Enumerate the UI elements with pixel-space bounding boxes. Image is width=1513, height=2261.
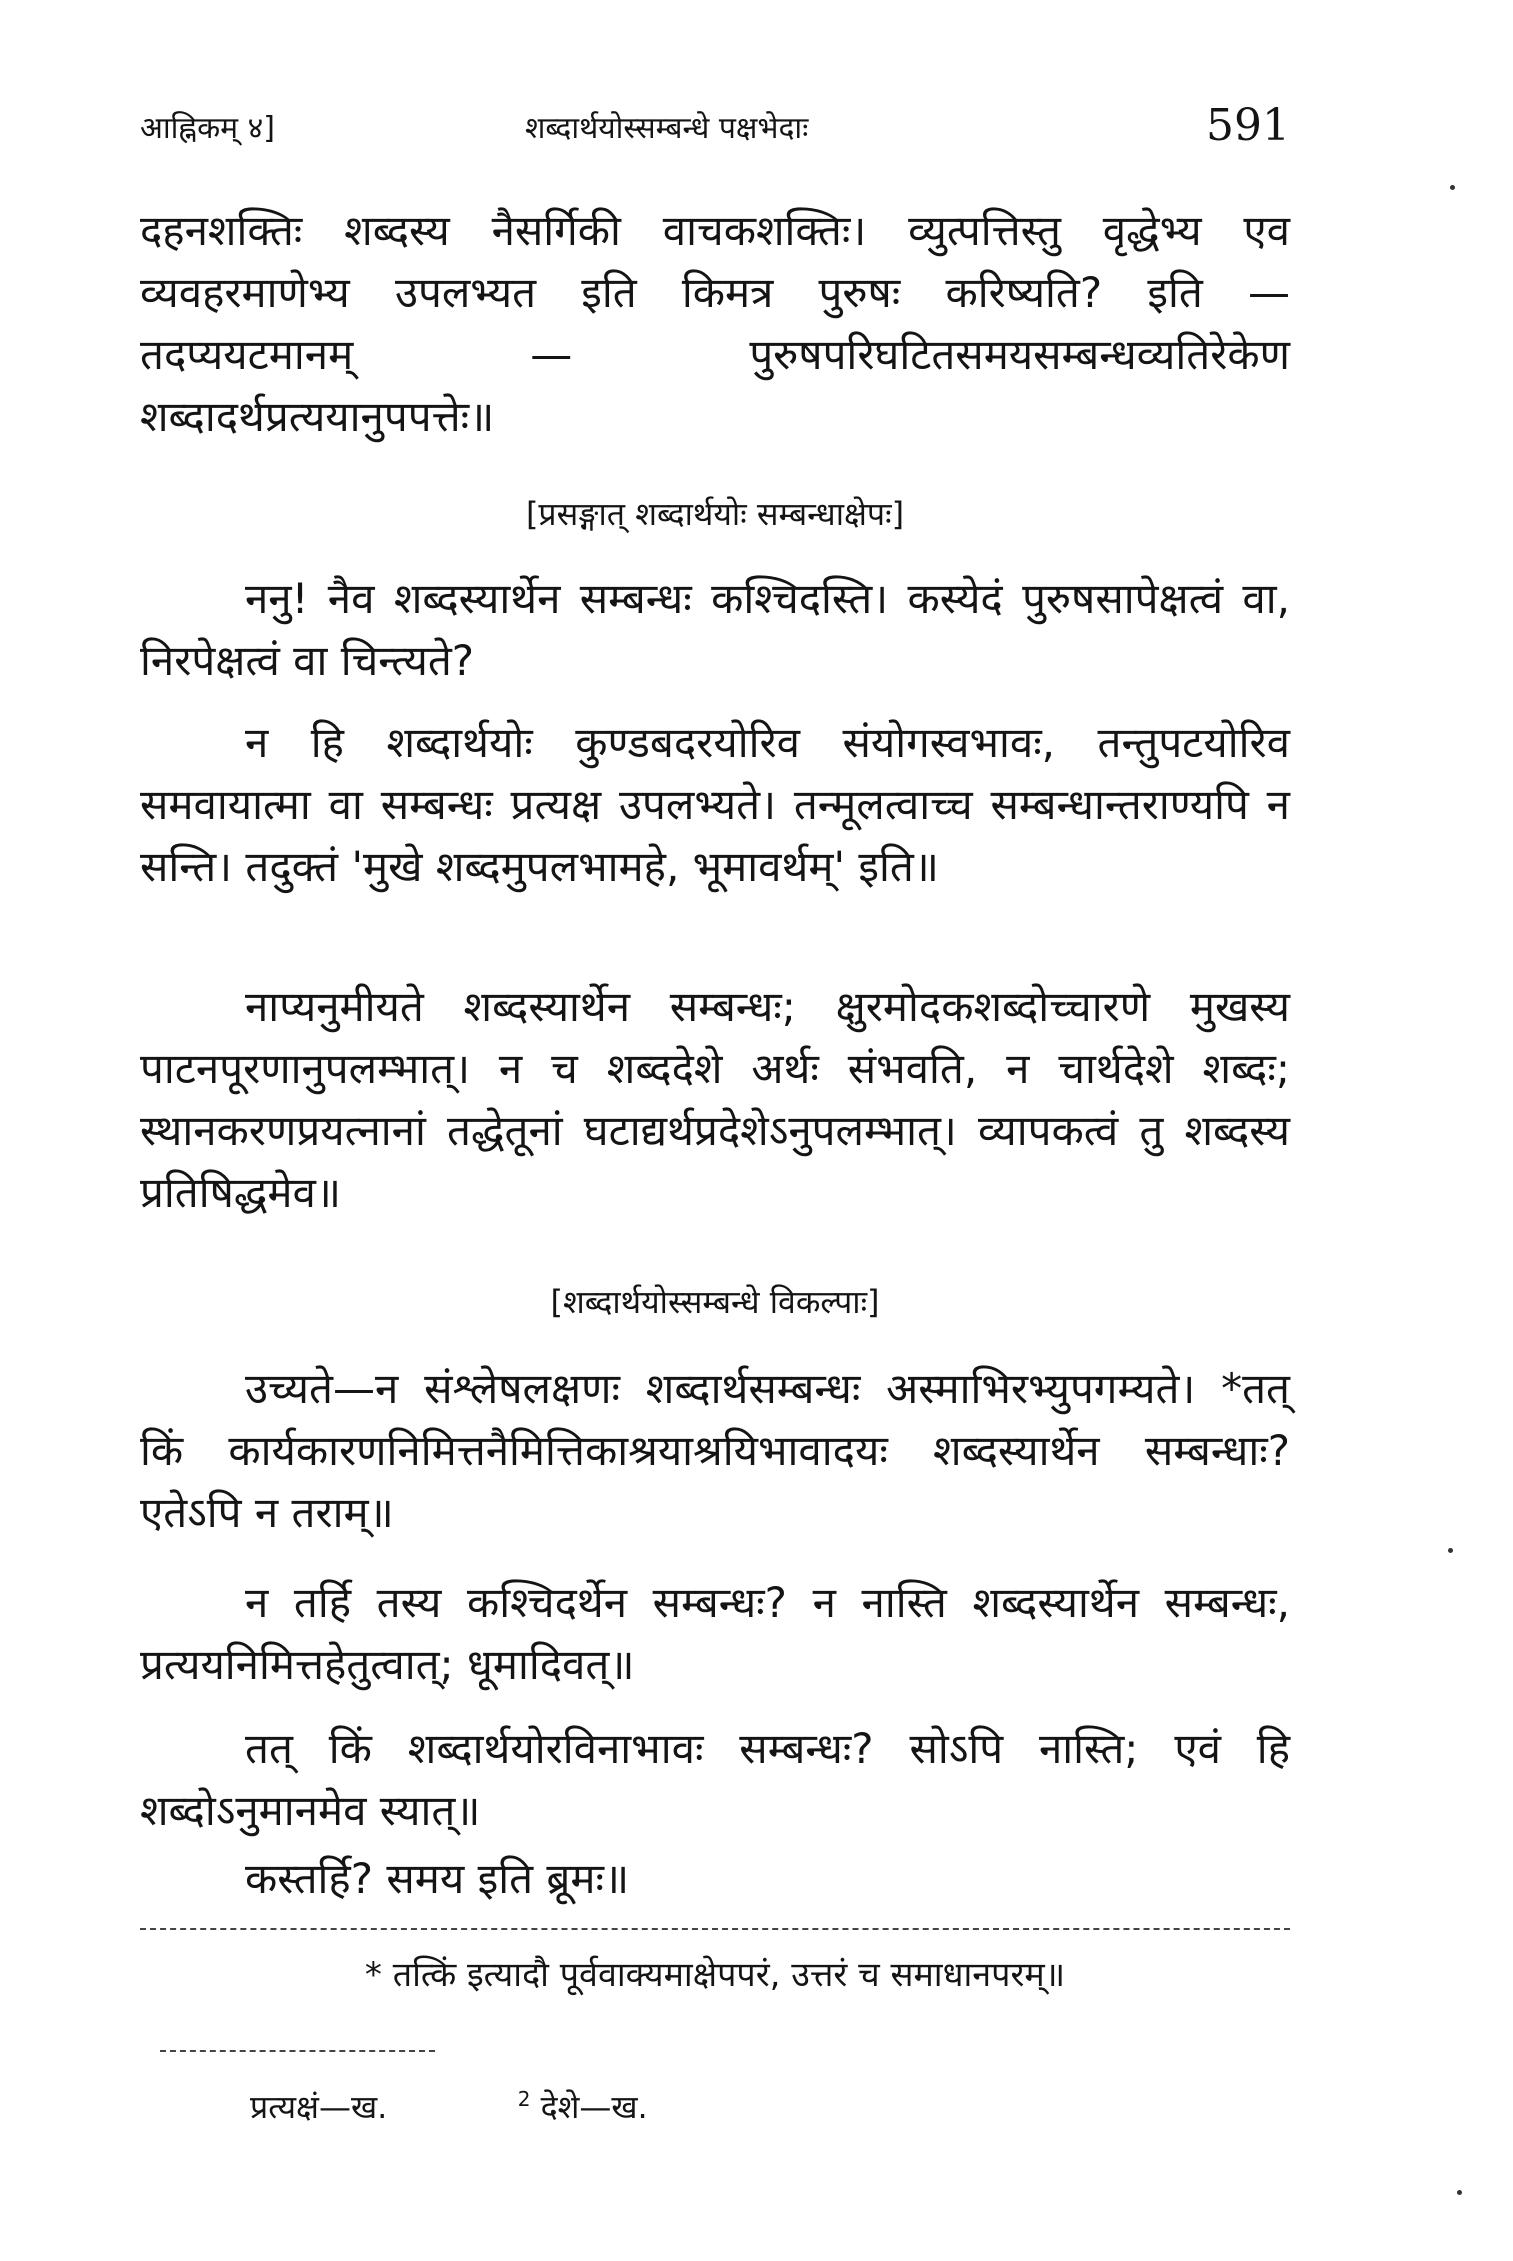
scan-speck [1448,1548,1453,1553]
variant-readings [250,2085,648,2128]
paragraph-8: कस्तर्हि? समय इति ब्रूमः॥ [245,1854,630,1903]
section-title: शब्दार्थयोस्सम्बन्धे पक्षभेदाः [525,111,809,146]
paragraph-1: दहनशक्तिः शब्दस्य नैसर्गिकी वाचकशक्तिः। व्युत्पत्तिस्तु वृद्धेभ्य एव व्यवहरमाणेभ्य उपलभ्यत इति किमत्र पुरुषः करिष्यति? इति — तदप्ययटमानम् — पुरुषपरिघटितसमयसम्बन्धव्यतिरेकेण शब्दादर्थप्रत्ययानुपपत्तेः॥ [140,206,1290,441]
paragraph-2: ननु! नैव शब्दस्यार्थेन सम्बन्धः कश्चिदस्ति। कस्येदं पुरुषसापेक्षत्वं वा, निरपेक्षत्वं वा चिन्त्यते? [140,574,1290,685]
variant-marker-2: 2 [517,2087,531,2112]
paragraph-4: नाप्यनुमीयते शब्दस्यार्थेन सम्बन्धः; क्षुरमोदकशब्दोच्चारणे मुखस्य पाटनपूरणानुपलम्भात्। न च शब्ददेशे अर्थः संभवति, न चार्थदेशे शब्दः; स्थानकरणप्रयत्नानां तद्धेतूनां घटाद्यर्थप्रदेशेऽनुपलम्भात्। व्यापकत्वं तु शब्दस्य प्रतिषिद्धमेव॥ [140,982,1290,1217]
scan-speck [1457,2190,1462,2195]
scan-speck [1450,185,1455,190]
section-heading-1: [प्रसङ्गात् शब्दार्थयोः सम्बन्धाक्षेपः] [525,495,905,533]
paragraph-7: तत् किं शब्दार्थयोरविनाभावः सम्बन्धः? सोऽपि नास्ति; एवं हि शब्दोऽनुमानमेव स्यात्॥ [140,1724,1290,1835]
page-number: 591 [1206,100,1290,151]
variant-reading-2: देशे—ख. [540,2088,648,2126]
footnote-divider [140,1928,1290,1930]
paragraph-5: उच्यते—न संश्लेषलक्षणः शब्दार्थसम्बन्धः अस्माभिरभ्युपगम्यते। *तत् किं कार्यकारणनिमित्तनैमित्तिकाश्रयाश्रयिभावादयः शब्दस्यार्थेन सम्बन्धाः? एतेऽपि न तराम्॥ [140,1364,1290,1537]
paragraph-6: न तर्हि तस्य कश्चिदर्थेन सम्बन्धः? न नास्ति शब्दस्यार्थेन सम्बन्धः, प्रत्ययनिमित्तहेतुत्वात्; धूमादिवत्॥ [140,1578,1290,1689]
variant-reading-1: प्रत्यक्षं—ख. [250,2088,388,2126]
chapter-label: आह्निकम् ४] [140,111,275,146]
running-header [140,100,1290,160]
variants-divider [160,2050,435,2052]
footnote: * तत्किं इत्यादौ पूर्ववाक्यमाक्षेपपरं, उत्तरं च समाधानपरम्॥ [364,1955,1066,1995]
paragraph-3: न हि शब्दार्थयोः कुण्डबदरयोरिव संयोगस्वभावः, तन्तुपटयोरिव समवायात्मा वा सम्बन्धः प्रत्यक्ष उपलभ्यते। तन्मूलत्वाच्च सम्बन्धान्तराण्यपि न सन्ति। तदुक्तं 'मुखे शब्दमुपलभामहे, भूमावर्थम्' इति॥ [140,718,1290,891]
section-heading-2: [शब्दार्थयोस्सम्बन्धे विकल्पाः] [550,1283,880,1321]
